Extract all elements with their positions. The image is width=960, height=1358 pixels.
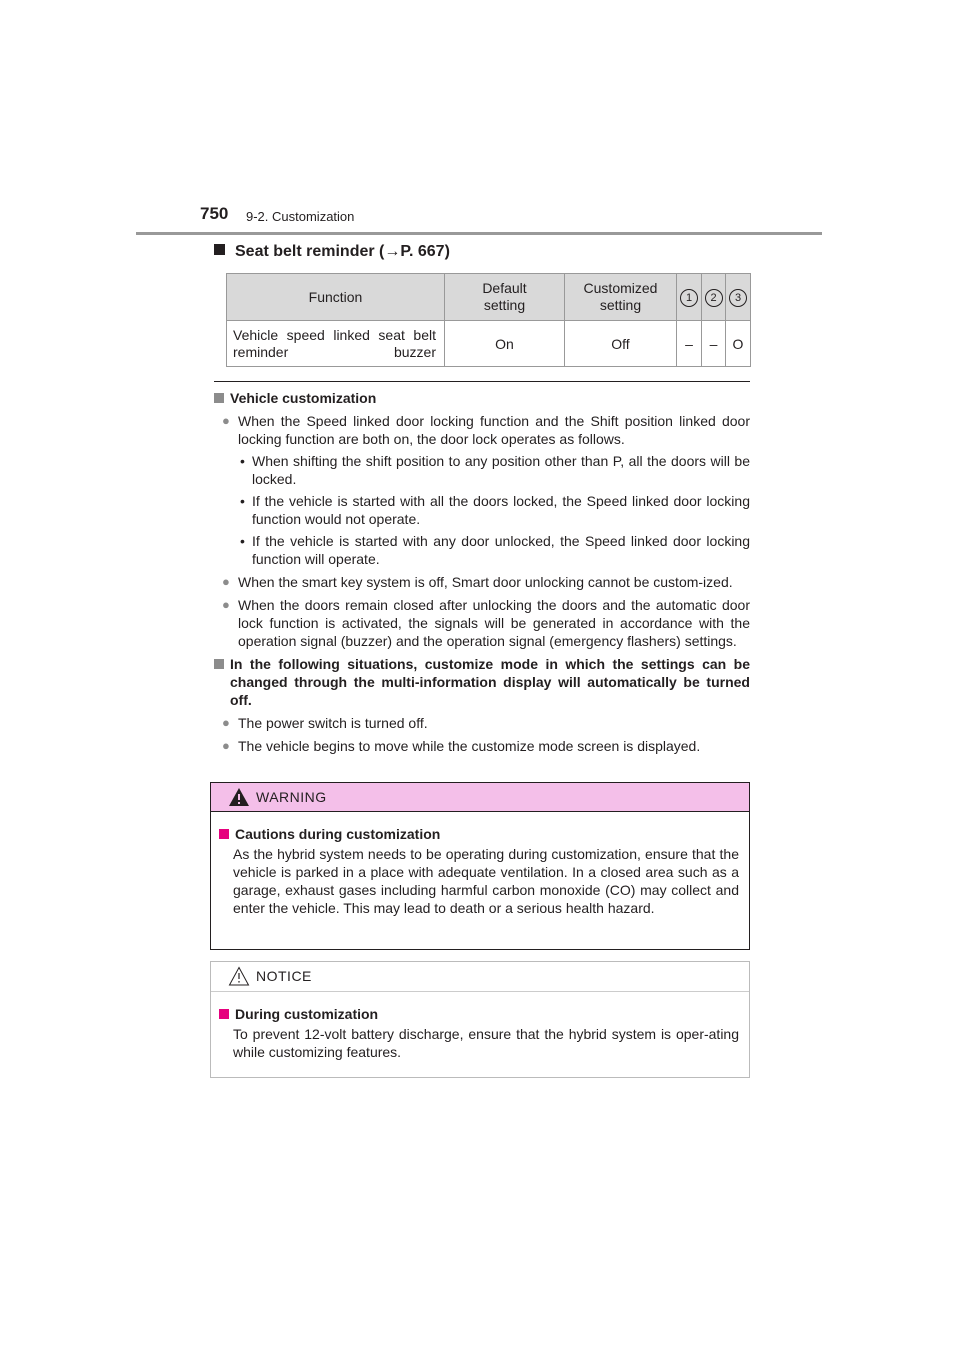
square-bullet-icon <box>219 829 229 839</box>
warning-heading: Cautions during customization <box>219 825 739 843</box>
header-customized-setting: Customized setting <box>565 274 677 321</box>
vehicle-customization-heading: Vehicle customization <box>214 389 750 407</box>
square-bullet-icon <box>219 1009 229 1019</box>
notice-heading: During customization <box>219 1005 739 1023</box>
notice-text: To prevent 12-volt battery discharge, ensure that the hybrid system is oper-ating while customizing features. <box>233 1026 739 1060</box>
section-title: 9-2. Customization <box>246 209 355 224</box>
sub-list-item: • If the vehicle is started with any door unlocked, the Speed linked door locking function will operate. <box>214 532 750 568</box>
notice-box <box>210 961 750 1078</box>
notice-header <box>211 962 749 992</box>
warning-icon <box>228 787 250 807</box>
table-divider <box>214 381 750 382</box>
sub-list-item: • When shifting the shift position to any position other than P, all the doors will be locked. <box>214 452 750 488</box>
body-text <box>214 387 750 755</box>
arrow-icon: → <box>384 243 401 260</box>
list-item: ● The vehicle begins to move while the customize mode screen is displayed. <box>214 737 750 755</box>
notice-body <box>211 992 749 1061</box>
cell-col-1: – <box>677 321 702 367</box>
circled-3-icon: 3 <box>729 289 747 307</box>
notice-title: NOTICE <box>256 968 312 984</box>
subheading-title: Seat belt reminder ( <box>235 243 385 260</box>
circled-2-icon: 2 <box>705 289 723 307</box>
list-item: ● When the doors remain closed after unlocking the doors and the automatic door lock function is activated, the signals will be generated in accordance with the operation signal (buzzer) and the operation signal (emergency flashers) settings. <box>214 596 750 650</box>
warning-text: As the hybrid system needs to be operating during customization, ensure that the vehicle is parked in a place with adequate ventilation. In a closed area such as a garage, exhaust gases including harmful carbon monoxide (CO) may collect and enter the vehicle. This may lead to death or a serious health hazard. <box>233 846 739 916</box>
header-col-3 <box>726 274 751 321</box>
square-bullet-icon <box>214 244 225 255</box>
list-item: ● When the smart key system is off, Smart door unlocking cannot be custom-ized. <box>214 573 750 591</box>
following-situations-heading: In the following situations, customize mode in which the settings can be changed through the multi-information display will automatically be turned off. <box>214 655 750 709</box>
square-bullet-icon <box>214 659 224 669</box>
cell-function: Vehicle speed linked seat belt reminder buzzer <box>227 321 445 367</box>
page-reference-link[interactable]: P. 667) <box>400 243 450 260</box>
warning-header <box>211 783 749 812</box>
header-rule <box>136 232 822 235</box>
cell-col-3: O <box>726 321 751 367</box>
header-default-setting: Default setting <box>445 274 565 321</box>
table-header-row <box>227 274 751 321</box>
circled-1-icon: 1 <box>680 289 698 307</box>
warning-box <box>210 782 750 950</box>
settings-table <box>226 273 751 367</box>
subheading <box>214 243 450 261</box>
table-row <box>227 321 751 367</box>
list-item: ● When the Speed linked door locking function and the Shift position linked door locking function are both on, the door lock operates as follows. <box>214 412 750 448</box>
header-col-1 <box>677 274 702 321</box>
square-bullet-icon <box>214 393 224 403</box>
cell-customized: Off <box>565 321 677 367</box>
warning-body <box>211 812 749 917</box>
header-function: Function <box>227 274 445 321</box>
list-item: ● The power switch is turned off. <box>214 714 750 732</box>
cell-default: On <box>445 321 565 367</box>
caution-triangle-icon <box>228 966 250 986</box>
header-col-2 <box>702 274 726 321</box>
page-number: 750 <box>200 204 229 223</box>
cell-col-2: – <box>702 321 726 367</box>
sub-list-item: • If the vehicle is started with all the doors locked, the Speed linked door locking function would not operate. <box>214 492 750 528</box>
warning-title: WARNING <box>256 789 327 805</box>
